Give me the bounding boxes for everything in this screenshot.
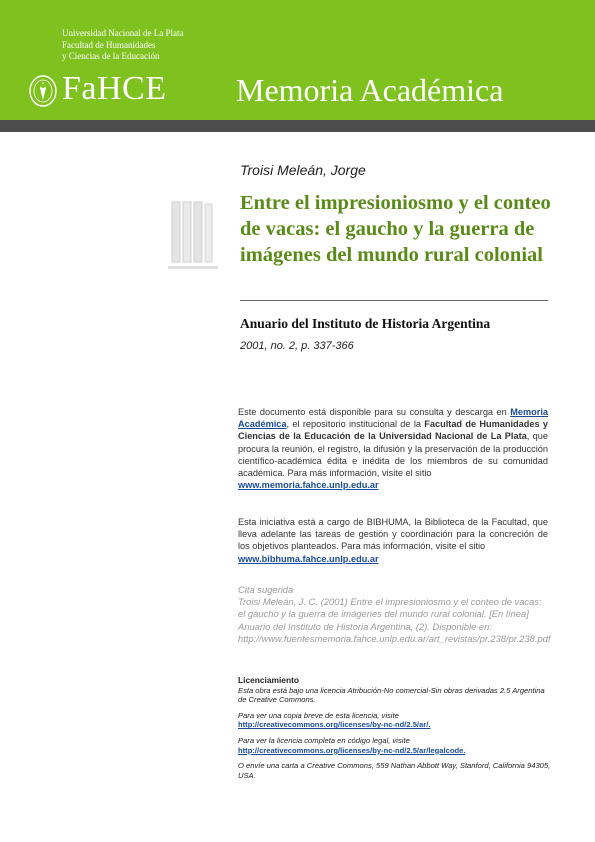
header-dark-band (0, 120, 595, 132)
license-full-copy (238, 736, 553, 755)
title-divider (240, 300, 548, 301)
citation-details: 2001, no. 2, p. 337-366 (240, 340, 354, 352)
document-author: Troisi Meleán, Jorge (240, 162, 366, 178)
availability-paragraph (238, 406, 548, 491)
license-short-link[interactable]: http://creativecommons.org/licenses/by-nc-nd/2.5/ar/. (238, 720, 431, 730)
license-text-3: Para ver la licencia completa en código legal, visite (238, 735, 410, 745)
memoria-academica-link[interactable]: Memoria Académica (238, 407, 548, 430)
suggested-citation (238, 584, 551, 645)
suggested-citation-text: Troisi Meleán, J. C. (2001) Entre el impresioniosmo y el conteo de vacas: el gaucho y la guerra de imágenes del mundo rural colonial. [En línea] Anuario del Instituto de Historia Argentina, (2). Disponible en: http://www.fuentesmemoria.fahce.unlp.edu.ar/art_revistas/pr.238/pr.238.pdf (238, 596, 551, 644)
bibhuma-url-link[interactable]: www.bibhuma.fahce.unlp.edu.ar (238, 553, 379, 564)
bibhuma-paragraph (238, 516, 548, 565)
university-line-3: y Ciencias de la Educación (62, 51, 160, 61)
faculty-name: Facultad de Humanidades y Ciencias de la Educación de la Universidad Nacional de La Plata (238, 419, 548, 442)
document-title: Entre el impresioniosmo y el conteo de vacas: el gaucho y la guerra de imágenes del mundo rural colonial (240, 192, 551, 266)
license-text-4: O envíe una carta a Creative Commons, 559 Nathan Abbott Way, Stanford, California 94305, USA. (238, 761, 551, 780)
license-text-2: Para ver una copia breve de esta licencia, visite (238, 710, 399, 720)
bibhuma-text: Esta iniciativa está a cargo de BIBHUMA, la Biblioteca de la Facultad, que lleva adelante las tareas de gestión y coordinación para la concreción de los objetivos planteados. Para más información, visite el sitio (238, 517, 548, 552)
journal-name: Anuario del Instituto de Historia Argentina (240, 316, 491, 331)
university-line-1: Universidad Nacional de La Plata (62, 28, 184, 38)
memoria-url-link[interactable]: www.memoria.fahce.unlp.edu.ar (238, 480, 379, 491)
license-heading: Licenciamiento (238, 675, 299, 685)
license-legalcode-link[interactable]: http://creativecommons.org/licenses/by-nc-nd/2.5/ar/legalcode. (238, 745, 466, 755)
books-watermark-icon (166, 200, 220, 280)
license-section (238, 676, 553, 786)
university-line-2: Facultad de Humanidades (62, 39, 156, 50)
availability-text-2: , el repositorio institucional de la (286, 419, 425, 430)
availability-text-3: , que procura la reunión, el registro, la difusión y la preservación de la producción científico-académica édita e inédita de los miembros de su comunidad académica. Para más información, visite el sitio (238, 431, 548, 479)
repository-title[interactable]: Memoria Académica (236, 72, 504, 108)
license-short-copy (238, 711, 553, 730)
university-seal-icon (28, 74, 58, 108)
fahce-logo[interactable]: FaHCE (62, 70, 167, 107)
suggested-citation-label: Cita sugerida (238, 584, 294, 595)
university-lines (62, 28, 183, 63)
availability-text-1: Este documento está disponible para su consulta y descarga en (238, 407, 511, 417)
license-text-1: Esta obra está bajo una licencia Atribución-No comercial-Sin obras derivadas 2.5 Argentina de Creative Commons. (238, 685, 545, 705)
